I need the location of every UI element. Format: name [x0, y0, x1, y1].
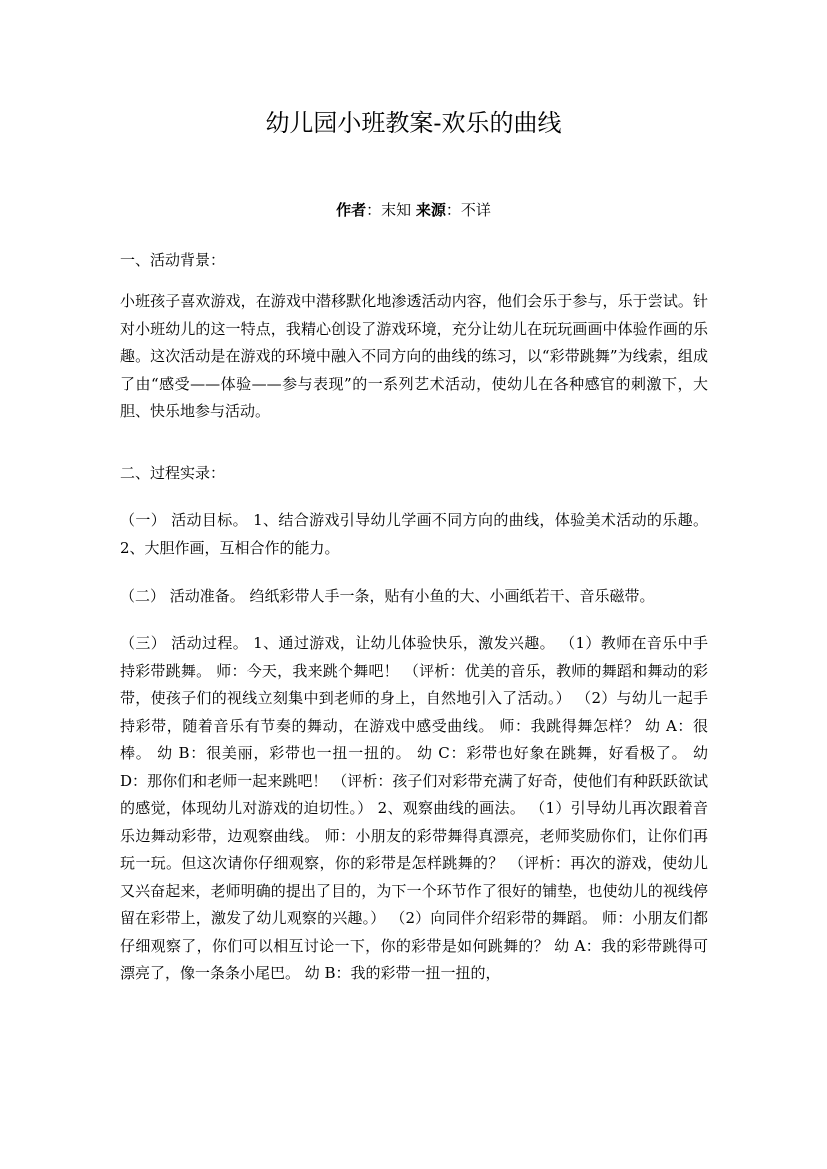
author-label: 作者 — [336, 201, 367, 219]
source-value: 不详 — [460, 201, 491, 219]
document-title: 幼儿园小班教案-欢乐的曲线 — [265, 109, 562, 137]
paragraph-goals: （一） 活动目标。 1、结合游戏引导幼儿学画不同方向的曲线，体验美术活动的乐趣。 2、大胆作画，互相合作的能力。 — [120, 511, 708, 557]
author-value: 末知 — [381, 201, 412, 219]
author-colon: ： — [366, 201, 382, 219]
section-heading-background: 一、活动背景： — [120, 251, 226, 269]
paragraph-procedure: （三） 活动过程。 1、通过游戏，让幼儿体验快乐，激发兴趣。 （1）教师在音乐中手持彩带跳舞。 师：今天，我来跳个舞吧！ （评析：优美的音乐，教师的舞蹈和舞动的彩带，使孩子们的视线立刻集中到老师的身上，自然地引入了活动。） （2）与幼儿一起手持彩带，随着音乐有节奏的舞动，在游戏中感受曲线。 师：我跳得舞怎样？ 幼 A：很棒。 幼 B：很美丽，彩带也一扭一扭的。 幼 C：彩带也好象在跳舞，好看极了。 幼 D：那你们和老师一起来跳吧！ （评析：孩子们对彩带充满了好奇，使他们有种跃跃欲试的感觉，体现幼儿对游戏的迫切性。） 2、观察曲线的画法。 （1）引导幼儿再次跟着音乐边舞动彩带，边观察曲线。 师：小朋友的彩带舞得真漂亮，老师奖励你们，让你们再玩一玩。但这次请你仔细观察，你的彩带是怎样跳舞的？ （评析：再次的游戏，使幼儿又兴奋起来，老师明确的提出了目的，为下一个环节作了很好的铺垫，也使幼儿的视线停留在彩带上，激发了幼儿观察的兴趣。） （2）向同伴介绍彩带的舞蹈。 师：小朋友们都仔细观察了，你们可以相互讨论一下，你的彩带是如何跳舞的？ 幼 A：我的彩带跳得可漂亮了，像一条条小尾巴。 幼 B：我的彩带一扭一扭的， — [120, 634, 708, 982]
paragraph-background: 小班孩子喜欢游戏，在游戏中潜移默化地渗透活动内容，他们会乐于参与，乐于尝试。针对小班幼儿的这一特点，我精心创设了游戏环境，充分让幼儿在玩玩画画中体验作画的乐趣。这次活动是在游戏的环境中融入不同方向的曲线的练习，以“彩带跳舞”为线索，组成了由“感受——体验——参与表现”的一系列艺术活动，使幼儿在各种感官的刺激下，大胆、快乐地参与活动。 — [120, 292, 708, 420]
section-heading-process: 二、过程实录： — [120, 464, 226, 482]
paragraph-preparation: （二） 活动准备。 绉纸彩带人手一条，贴有小鱼的大、小画纸若干、音乐磁带。 — [120, 587, 655, 605]
author-source-line — [0, 199, 827, 221]
source-colon: ： — [445, 201, 461, 219]
source-label: 来源 — [415, 201, 446, 219]
